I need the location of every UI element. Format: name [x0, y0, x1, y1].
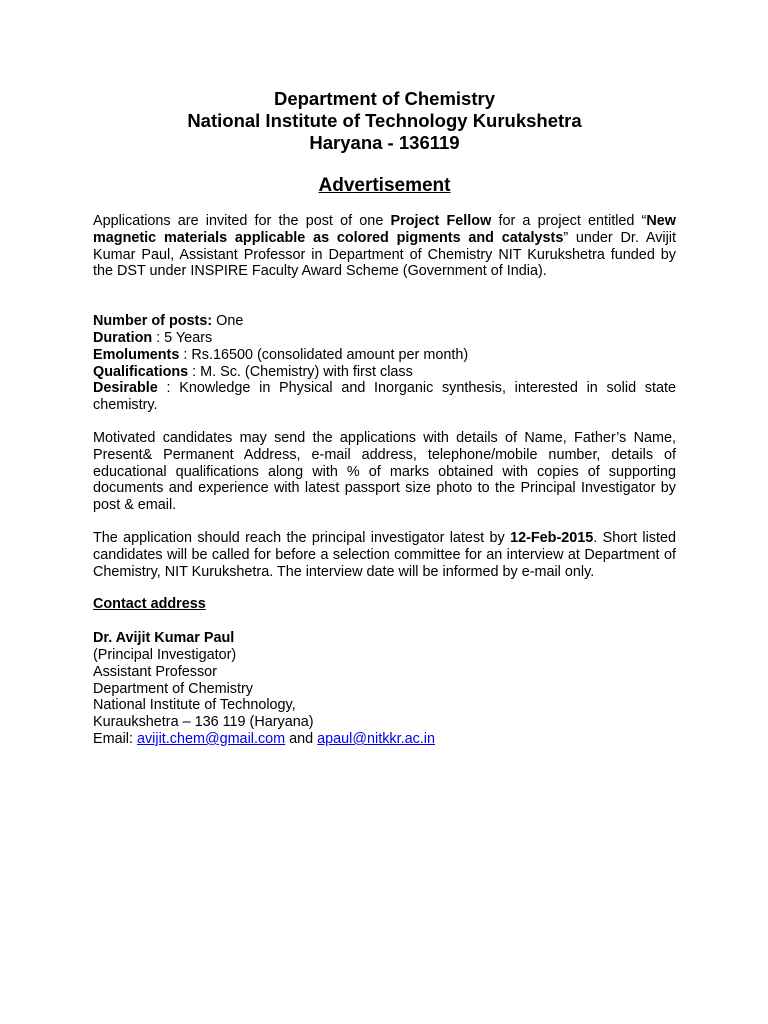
intro-text-1: Applications are invited for the post of one: [93, 213, 391, 229]
deadline-paragraph: [93, 530, 676, 580]
posts-label: Number of posts:: [93, 313, 213, 330]
desirable-value: : Knowledge in Physical and Inorganic synthesis, interested in solid state chemistry.: [93, 380, 676, 414]
intro-text-3: ” under Dr. Avijit Kumar Paul, Assistant Professor in Department of Chemistry NIT Kurukshetra funded by the DST under INSPIRE Faculty Award Scheme (Government of India).: [93, 229, 676, 280]
qualifications-value: : M. Sc. (Chemistry) with first class: [188, 363, 413, 380]
duration-label: Duration: [93, 329, 153, 346]
email-link-nitkkr[interactable]: apaul@nitkkr.ac.in: [317, 730, 435, 747]
email-label: Email:: [93, 730, 137, 747]
application-instructions: Motivated candidates may send the applications with details of Name, Father’s Name, Present& Permanent Address, e-mail address, telephone/mobile number, details of educational qualifications along with % of marks obtained with copies of supporting documents and experience with latest passport size photo to the Principal Investigator by post & email.: [93, 429, 676, 514]
post-name: Project Fellow: [390, 213, 492, 229]
intro-paragraph: [93, 213, 676, 280]
email-and: and: [285, 730, 318, 747]
contact-city: Kurauk​shetra – 136 119 (Haryana): [93, 714, 314, 731]
institute-location: Haryana - 136119: [309, 132, 460, 153]
post-details: [93, 313, 676, 414]
email-link-gmail[interactable]: avijit.chem@gmail.com: [136, 730, 286, 747]
contact-name-text: Dr. Avijit Kumar Paul: [93, 630, 235, 647]
deadline-date: 12-Feb-2015: [510, 529, 594, 546]
deadline-text-1: The application should reach the principal investigator latest by: [93, 529, 511, 546]
contact-block: [93, 630, 676, 748]
deadline-text-2: . Short listed candidates will be called for before a selection committee for an interview at Department of Chemistry, NIT Kurukshetra. The interview date will be informed by e-mail only.: [93, 529, 676, 580]
contact-department: Department of Chemistry: [93, 680, 253, 697]
emoluments-label: Emoluments: [93, 346, 180, 363]
contact-email-line: [93, 731, 676, 748]
institute-name: National Institute of Technology Kurukshetra: [187, 110, 582, 131]
qualifications-row: [93, 364, 676, 381]
intro-text-2: for a project entitled “: [491, 213, 647, 229]
contact-position: Assistant Professor: [93, 663, 217, 680]
department-name: Department of Chemistry: [273, 88, 495, 109]
desirable-label: Desirable: [93, 380, 158, 397]
advertisement-title: Advertisement: [318, 175, 451, 196]
contact-institute: National Institute of Technology,: [93, 697, 296, 714]
desirable-row: [93, 380, 676, 414]
duration-value: : 5 Years: [152, 329, 213, 346]
contact-name: [93, 630, 676, 647]
emoluments-row: [93, 347, 676, 364]
duration-row: [93, 330, 676, 347]
posts-value: One: [212, 313, 244, 330]
posts-row: [93, 313, 676, 330]
contact-role: (Principal Investigator): [93, 646, 237, 663]
document-header: [93, 88, 676, 154]
qualifications-label: Qualifications: [93, 363, 189, 380]
project-title: New magnetic materials applicable as colored pigments and catalysts: [93, 213, 676, 246]
emoluments-value: : Rs.16500 (consolidated amount per month): [179, 346, 469, 363]
contact-heading: Contact address: [93, 596, 206, 613]
